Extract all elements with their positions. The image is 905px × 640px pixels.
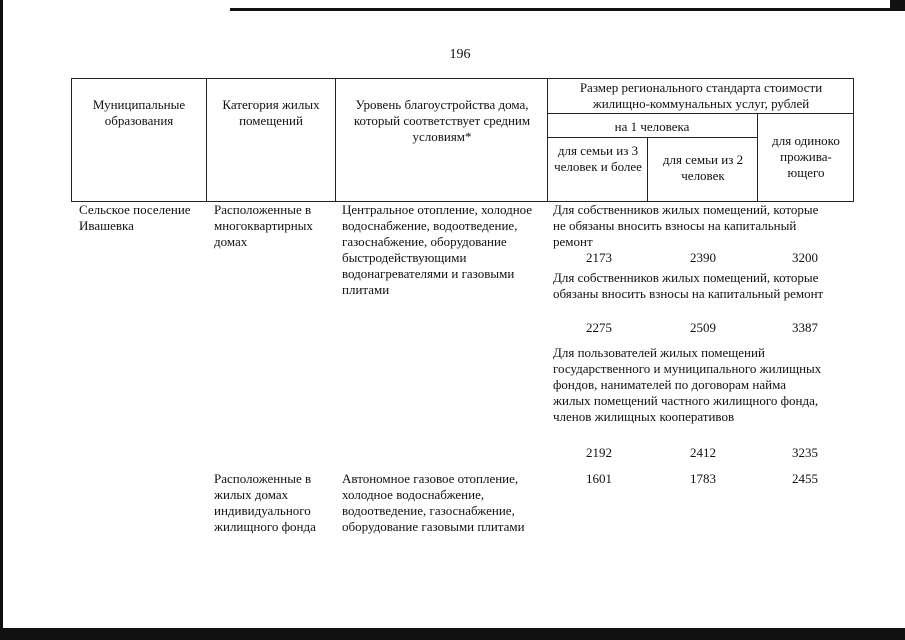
row1-group2-label: Для собственников жилых помещений, которые обязаны вносить взносы на капитальный ремонт: [553, 270, 824, 301]
header-divider-1: [206, 78, 207, 202]
page-number: 196: [449, 47, 471, 62]
row1-group2-family2: 2509: [690, 320, 716, 335]
row1-category: Расположенные в многоквартирных домах: [214, 202, 313, 249]
row2-single: 2455: [792, 471, 818, 486]
header-right-border: [853, 78, 854, 202]
header-category: Категория жилых помещений: [222, 97, 320, 128]
row2-family3: 1601: [586, 471, 612, 486]
header-single: для одиноко прожива-ющего: [772, 133, 840, 180]
municipality-name: Сельское поселение Ивашевка: [79, 202, 191, 233]
bottom-rule: [0, 628, 905, 640]
row1-group2-single: 3387: [792, 320, 818, 335]
header-municipality: Муниципальные образования: [92, 97, 186, 128]
header-comfort-level: Уровень благоустройства дома, который соответствует средним условиям*: [353, 97, 531, 144]
header-left-border: [71, 78, 72, 202]
row1-group1-family3: 2173: [586, 250, 612, 265]
scan-edge-left: [0, 0, 3, 640]
top-rule-corner: [890, 0, 905, 9]
header-top-border: [71, 78, 854, 79]
header-divider-family: [647, 137, 648, 202]
row2-category: Расположенные в жилых домах индивидуального жилищного фонда: [214, 471, 316, 534]
row2-comfort-level: Автономное газовое отопление, холодное водоснабжение, водоотведение, газоснабжение, оборудование газовыми плитами: [342, 471, 525, 534]
row1-group3-label: Для пользователей жилых помещений государственного и муниципального жилищных фондов, нанимателей по договорам найма жилых помещений частного жилищного фонда, членов жилищных кооперативов: [553, 345, 822, 424]
row1-group2-family3: 2275: [586, 320, 612, 335]
header-family-2: для семьи из 2 человек: [662, 152, 744, 183]
header-group-divider: [547, 113, 854, 114]
header-divider-2: [335, 78, 336, 202]
row1-group1-family2: 2390: [690, 250, 716, 265]
row1-comfort-level: Центральное отопление, холодное водоснабжение, водоотведение, газоснабжение, оборудование быстродействующими водонагревателями и газовыми плитами: [342, 202, 533, 297]
header-divider-3: [547, 78, 548, 202]
header-family-3: для семьи из 3 человек и более: [554, 143, 642, 174]
row1-group3-family3: 2192: [586, 445, 612, 460]
top-rule: [230, 8, 905, 11]
header-per-person-divider: [547, 137, 758, 138]
header-per-person: на 1 человека: [614, 119, 690, 134]
row1-group3-single: 3235: [792, 445, 818, 460]
row1-group1-single: 3200: [792, 250, 818, 265]
header-divider-single: [757, 113, 758, 202]
row1-group3-family2: 2412: [690, 445, 716, 460]
row1-group1-label: Для собственников жилых помещений, которые не обязаны вносить взносы на капитальный ремонт: [553, 202, 819, 249]
row2-family2: 1783: [690, 471, 716, 486]
header-standard-size: Размер регионального стандарта стоимости жилищно-коммунальных услуг, рублей: [579, 80, 823, 111]
